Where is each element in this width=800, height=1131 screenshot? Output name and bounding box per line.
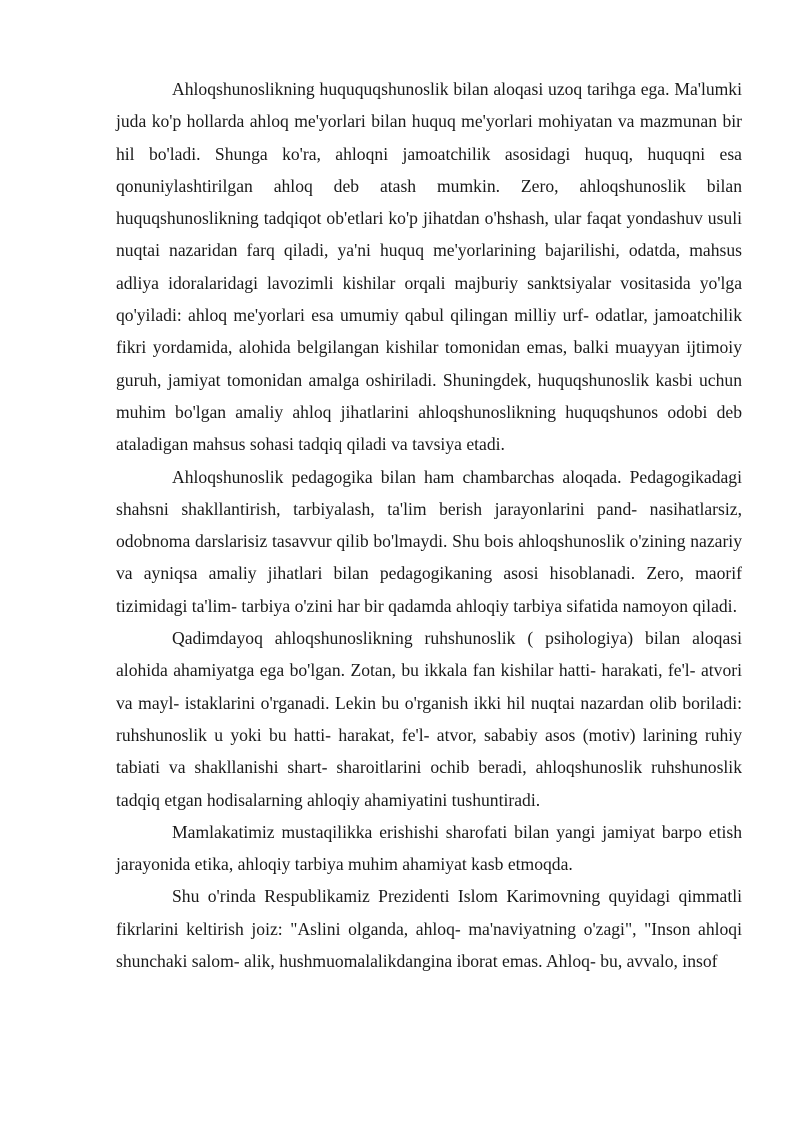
paragraph-president-quote: Shu o'rinda Respublikamiz Prezidenti Islom Karimovning quyidagi qimmatli fikrlarini keltirish joiz: "Aslini olganda, ahloq- ma'naviyatning o'zagi", "Inson ahloqi shunchaki salom- alik, hushmuomalalikdangina iborat emas. Ahloq- bu, avvalo, insof [116,886,742,972]
document-page [116,73,742,977]
paragraph-law: Ahloqshunoslikning huququqshunoslik bilan aloqasi uzoq tarihga ega. Ma'lumki juda ko'p hollarda ahloq me'yorlari bilan huquq me'yorlari mohiyatan va mazmunan bir hil bo'ladi. Shunga ko'ra, ahloqni jamoatchilik asosidagi huquq, huquqni esa qonuniylashtirilgan ahloq deb atash mumkin. Zero, ahloqshunoslik bilan huquqshunoslikning tadqiqot ob'etlari ko'p jihatdan o'hshash, ular faqat yondashuv usuli nuqtai nazaridan farq qiladi, ya'ni huquq me'yorlarining bajarilishi, odatda, mahsus adliya idoralaridagi lavozimli kishilar orqali majburiy sanktsiyalar vositasida yo'lga qo'yiladi: ahloq me'yorlari esa umumiy qabul qilingan milliy urf- odatlar, jamoatchilik fikri yordamida, alohida belgilangan kishilar tomonidan emas, balki muayyan ijtimoiy guruh, jamiyat tomonidan amalga oshiriladi. Shuningdek, huquqshunoslik kasbi uchun muhim bo'lgan amaliy ahloq jihatlarini ahloqshunoslikning huquqshunos odobi deb ataladigan mahsus sohasi tadqiq qiladi va tavsiya etadi. [116,79,742,455]
paragraph-psychology: Qadimdayoq ahloqshunoslikning ruhshunoslik ( psihologiya) bilan aloqasi alohida ahamiyatga ega bo'lgan. Zotan, bu ikkala fan kishilar hatti- harakati, fe'l- atvori va mayl- istaklarini o'rganadi. Lekin bu o'rganish ikki hil nuqtai nazardan olib boriladi: ruhshunoslik u yoki bu hatti- harakat, fe'l- atvor, sababiy asos (motiv) larining ruhiy tabiati va shakllanishi shart- sharoitlarini ochib beradi, ahloqshunoslik ruhshunoslik tadqiq etgan hodisalarning ahloqiy ahamiyatini tushuntiradi. [116,628,742,810]
paragraph-independence: Mamlakatimiz mustaqilikka erishishi sharofati bilan yangi jamiyat barpo etish jarayonida etika, ahloqiy tarbiya muhim ahamiyat kasb etmoqda. [116,821,742,875]
paragraph-pedagogy: Ahloqshunoslik pedagogika bilan ham chambarchas aloqada. Pedagogikadagi shahsni shakllantirish, tarbiyalash, ta'lim berish jarayonlarini pand- nasihatlarsiz, odobnoma darslarisiz tasavvur qilib bo'lmaydi. Shu bois ahloqshunoslik o'zining nazariy va ayniqsa amaliy jihatlari bilan pedagogikaning asosi hisoblanadi. Zero, maorif tizimidagi ta'lim- tarbiya o'zini har bir qadamda ahloqiy tarbiya sifatida namoyon qiladi. [116,466,742,616]
